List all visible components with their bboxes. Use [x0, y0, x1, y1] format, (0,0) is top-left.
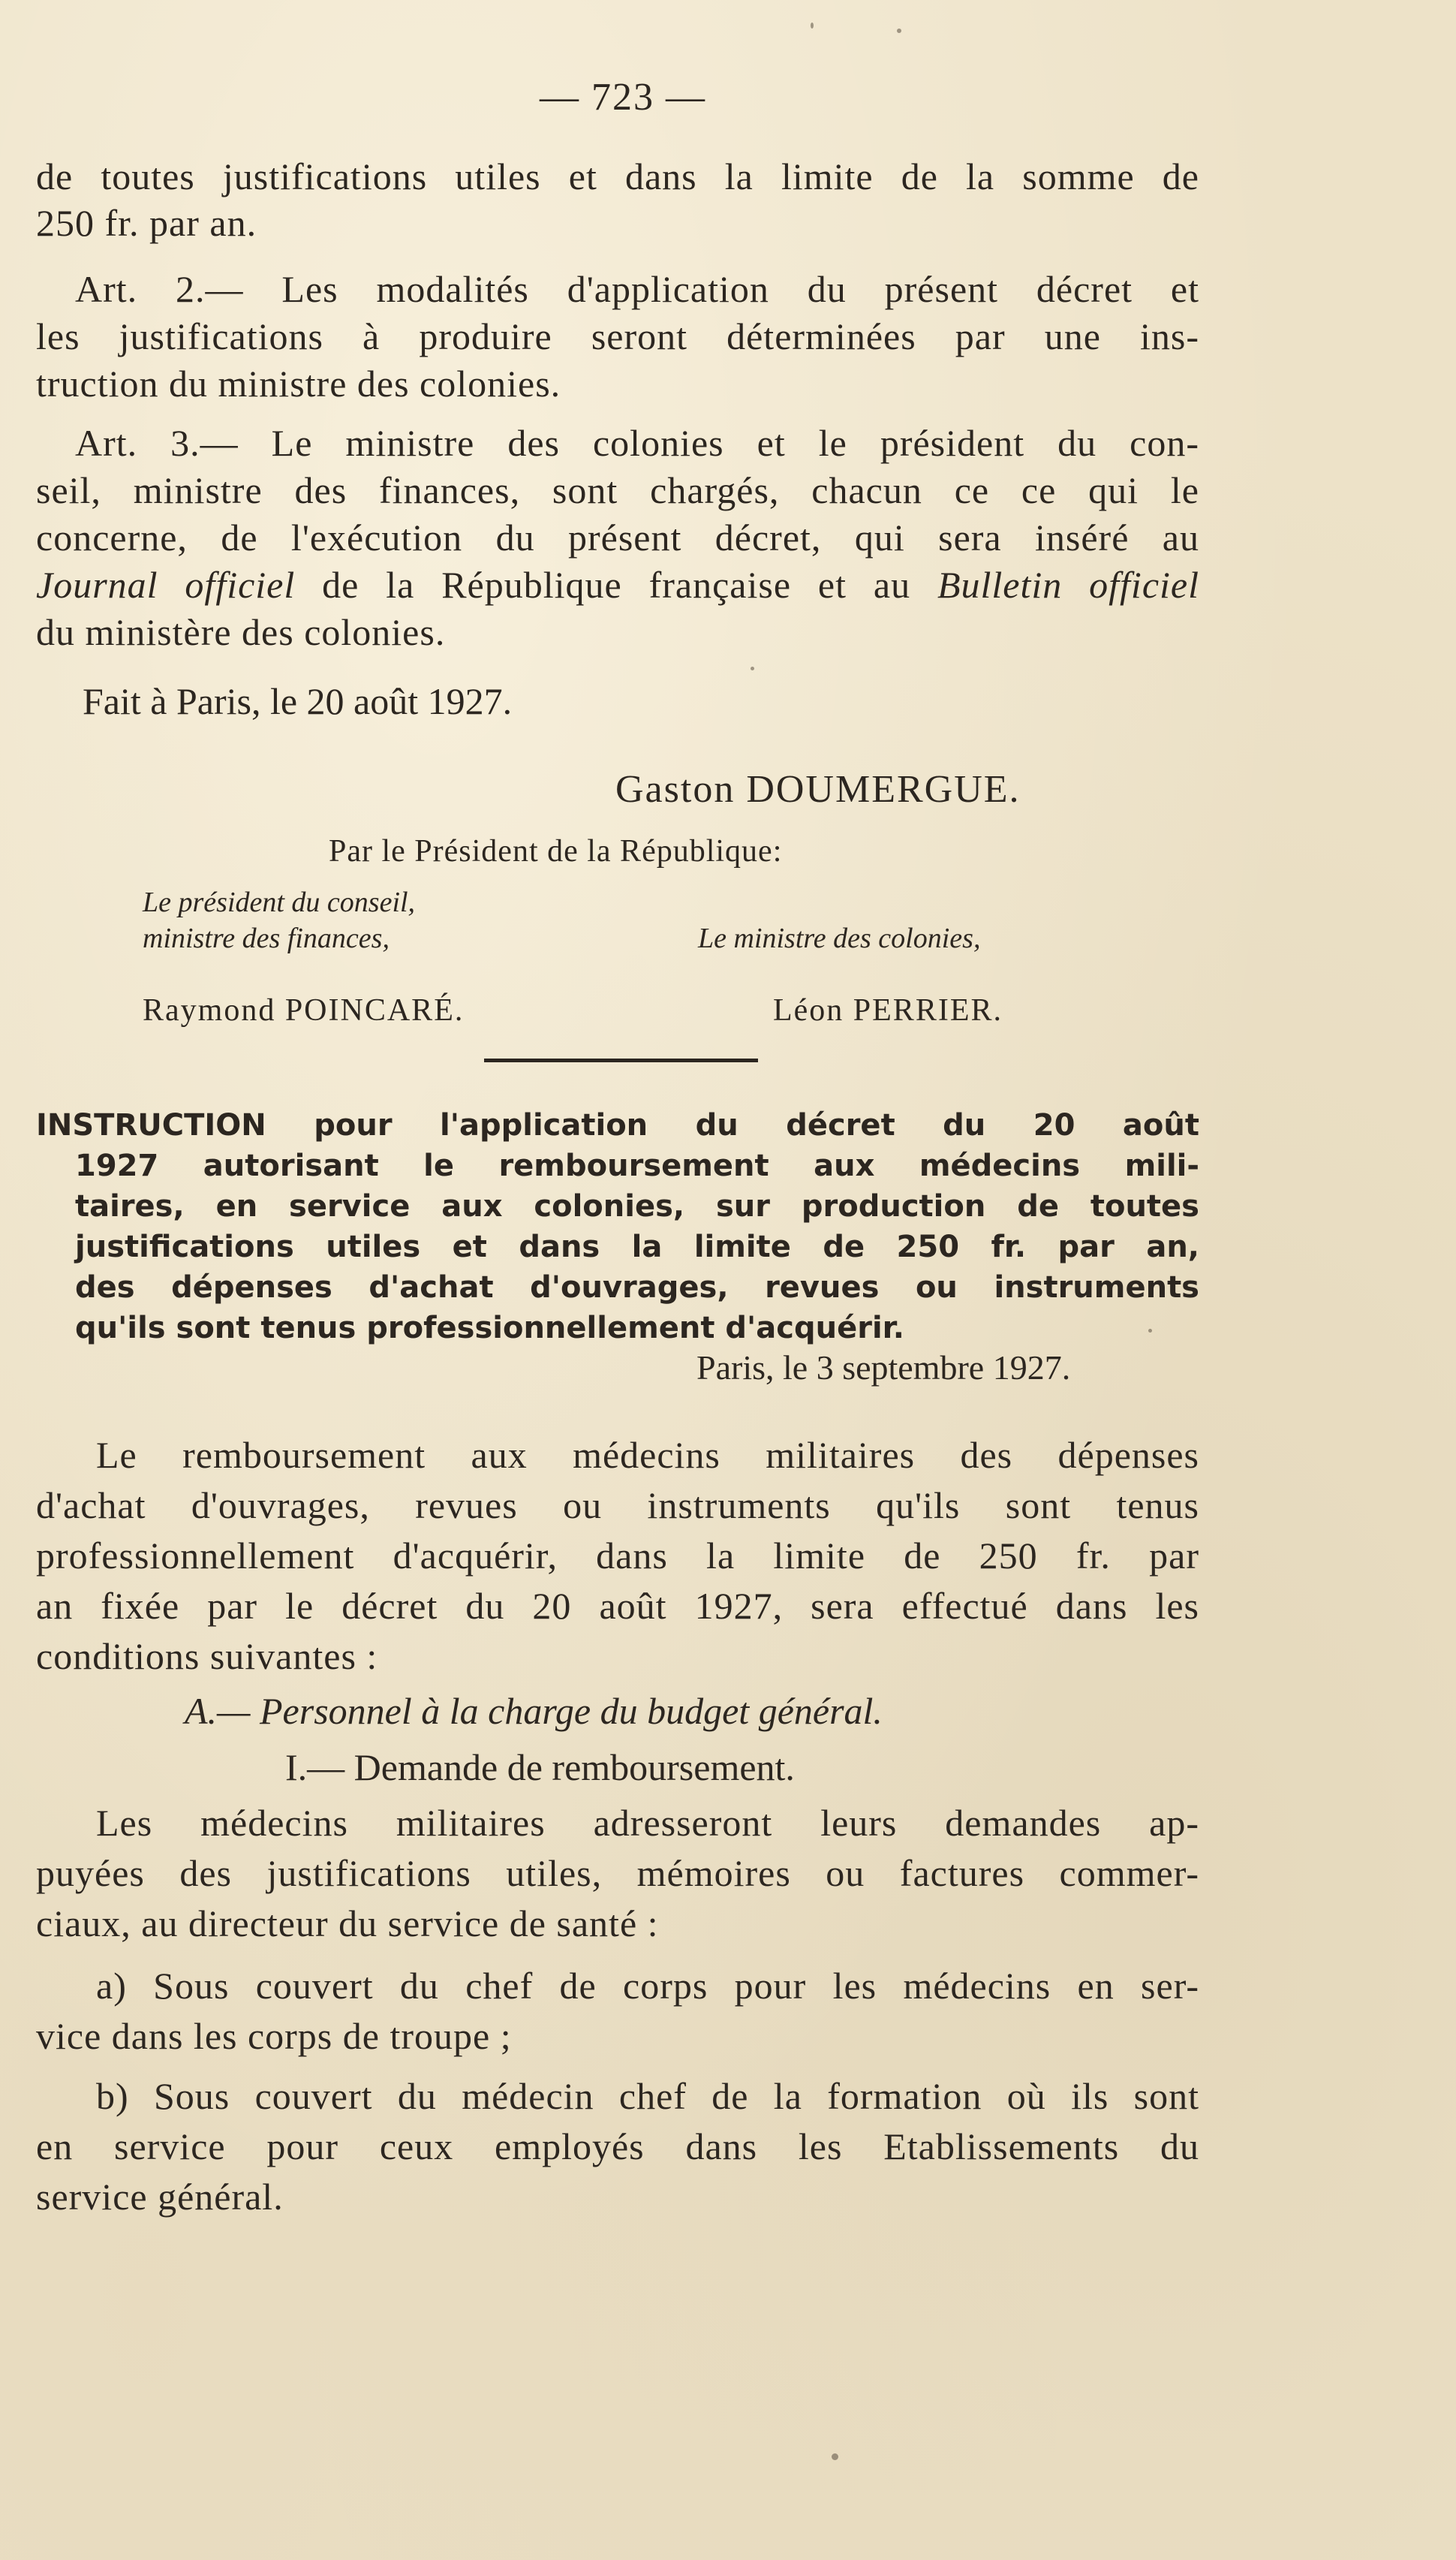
- instruction-title-line: INSTRUCTION pour l'application du décret du 20 août: [36, 1108, 1199, 1143]
- instruction-title-line: justifications utiles et dans la limite de 250 fr. par an,: [75, 1230, 1199, 1264]
- list-item-b: b) Sous couvert du médecin chef de la formation où ils sont: [96, 2075, 1199, 2117]
- body-line: an fixée par le décret du 20 août 1927, sera effectué dans les: [36, 1585, 1199, 1627]
- article-3-text: de la République française et au: [295, 564, 937, 606]
- article-2-line: truction du ministre des colonies.: [36, 363, 561, 405]
- par-le-president: Par le Président de la République:: [329, 834, 783, 869]
- body-line: conditions suivantes :: [36, 1635, 378, 1677]
- list-item-a: vice dans les corps de troupe ;: [36, 2015, 512, 2057]
- article-2-line: les justifications à produire seront déterminées par une ins-: [36, 315, 1199, 357]
- bulletin-officiel-ref: Bulletin officiel: [937, 564, 1199, 606]
- signatory-left-title: ministre des finances,: [143, 923, 390, 954]
- signatory-right-title: Le ministre des colonies,: [698, 923, 981, 954]
- section-a-heading: A.— Personnel à la charge du budget général.: [185, 1690, 883, 1732]
- article-3-line: concerne, de l'exécution du présent décret, qui sera inséré au: [36, 517, 1199, 559]
- section-1-heading: I.— Demande de remboursement.: [285, 1746, 795, 1788]
- paper-speck: [1148, 1329, 1152, 1333]
- paper-speck: [811, 23, 814, 29]
- page-number: — 723 —: [540, 76, 706, 119]
- body-line: Les médecins militaires adresseront leurs demandes ap-: [96, 1802, 1199, 1844]
- signatory-left-title: Le président du conseil,: [143, 887, 416, 918]
- instruction-title-line: 1927 autorisant le remboursement aux médecins mili-: [75, 1149, 1199, 1183]
- instruction-title-line: des dépenses d'achat d'ouvrages, revues ou instruments: [75, 1270, 1199, 1305]
- article-3-line: Art. 3.— Le ministre des colonies et le président du con-: [75, 422, 1199, 464]
- text-line: 250 fr. par an.: [36, 202, 257, 244]
- journal-officiel-ref: Journal officiel: [36, 564, 296, 606]
- paper-speck: [832, 2453, 838, 2460]
- article-3-line: seil, ministre des finances, sont chargés, chacun ce ce qui le: [36, 469, 1199, 511]
- list-item-b: en service pour ceux employés dans les Etablissements du: [36, 2125, 1199, 2167]
- paper-speck: [751, 667, 754, 670]
- list-item-b: service général.: [36, 2176, 284, 2218]
- text-line: de toutes justifications utiles et dans la limite de la somme de: [36, 155, 1199, 197]
- body-line: ciaux, au directeur du service de santé :: [36, 1902, 659, 1944]
- article-3-line: [36, 562, 1199, 607]
- section-divider: [484, 1059, 758, 1062]
- signatory-right-name: Léon PERRIER.: [773, 993, 1003, 1028]
- decree-date: Fait à Paris, le 20 août 1927.: [83, 680, 513, 722]
- article-2-line: Art. 2.— Les modalités d'application du présent décret et: [75, 268, 1199, 310]
- body-line: professionnellement d'acquérir, dans la limite de 250 fr. par: [36, 1534, 1199, 1577]
- instruction-title-line: taires, en service aux colonies, sur production de toutes: [75, 1189, 1199, 1224]
- body-line: Le remboursement aux médecins militaires des dépenses: [96, 1434, 1199, 1476]
- body-line: d'achat d'ouvrages, revues ou instruments qu'ils sont tenus: [36, 1484, 1199, 1526]
- article-3-line: du ministère des colonies.: [36, 611, 446, 653]
- list-item-a: a) Sous couvert du chef de corps pour les médecins en ser-: [96, 1965, 1199, 2007]
- signatory-left-name: Raymond POINCARÉ.: [143, 993, 465, 1028]
- signature-gaston-doumergue: Gaston DOUMERGUE.: [615, 768, 1021, 811]
- paper-speck: [897, 29, 901, 33]
- instruction-date: Paris, le 3 septembre 1927.: [696, 1348, 1071, 1387]
- instruction-title-line: qu'ils sont tenus professionnellement d'acquérir.: [75, 1311, 904, 1345]
- body-line: puyées des justifications utiles, mémoires ou factures commer-: [36, 1852, 1199, 1894]
